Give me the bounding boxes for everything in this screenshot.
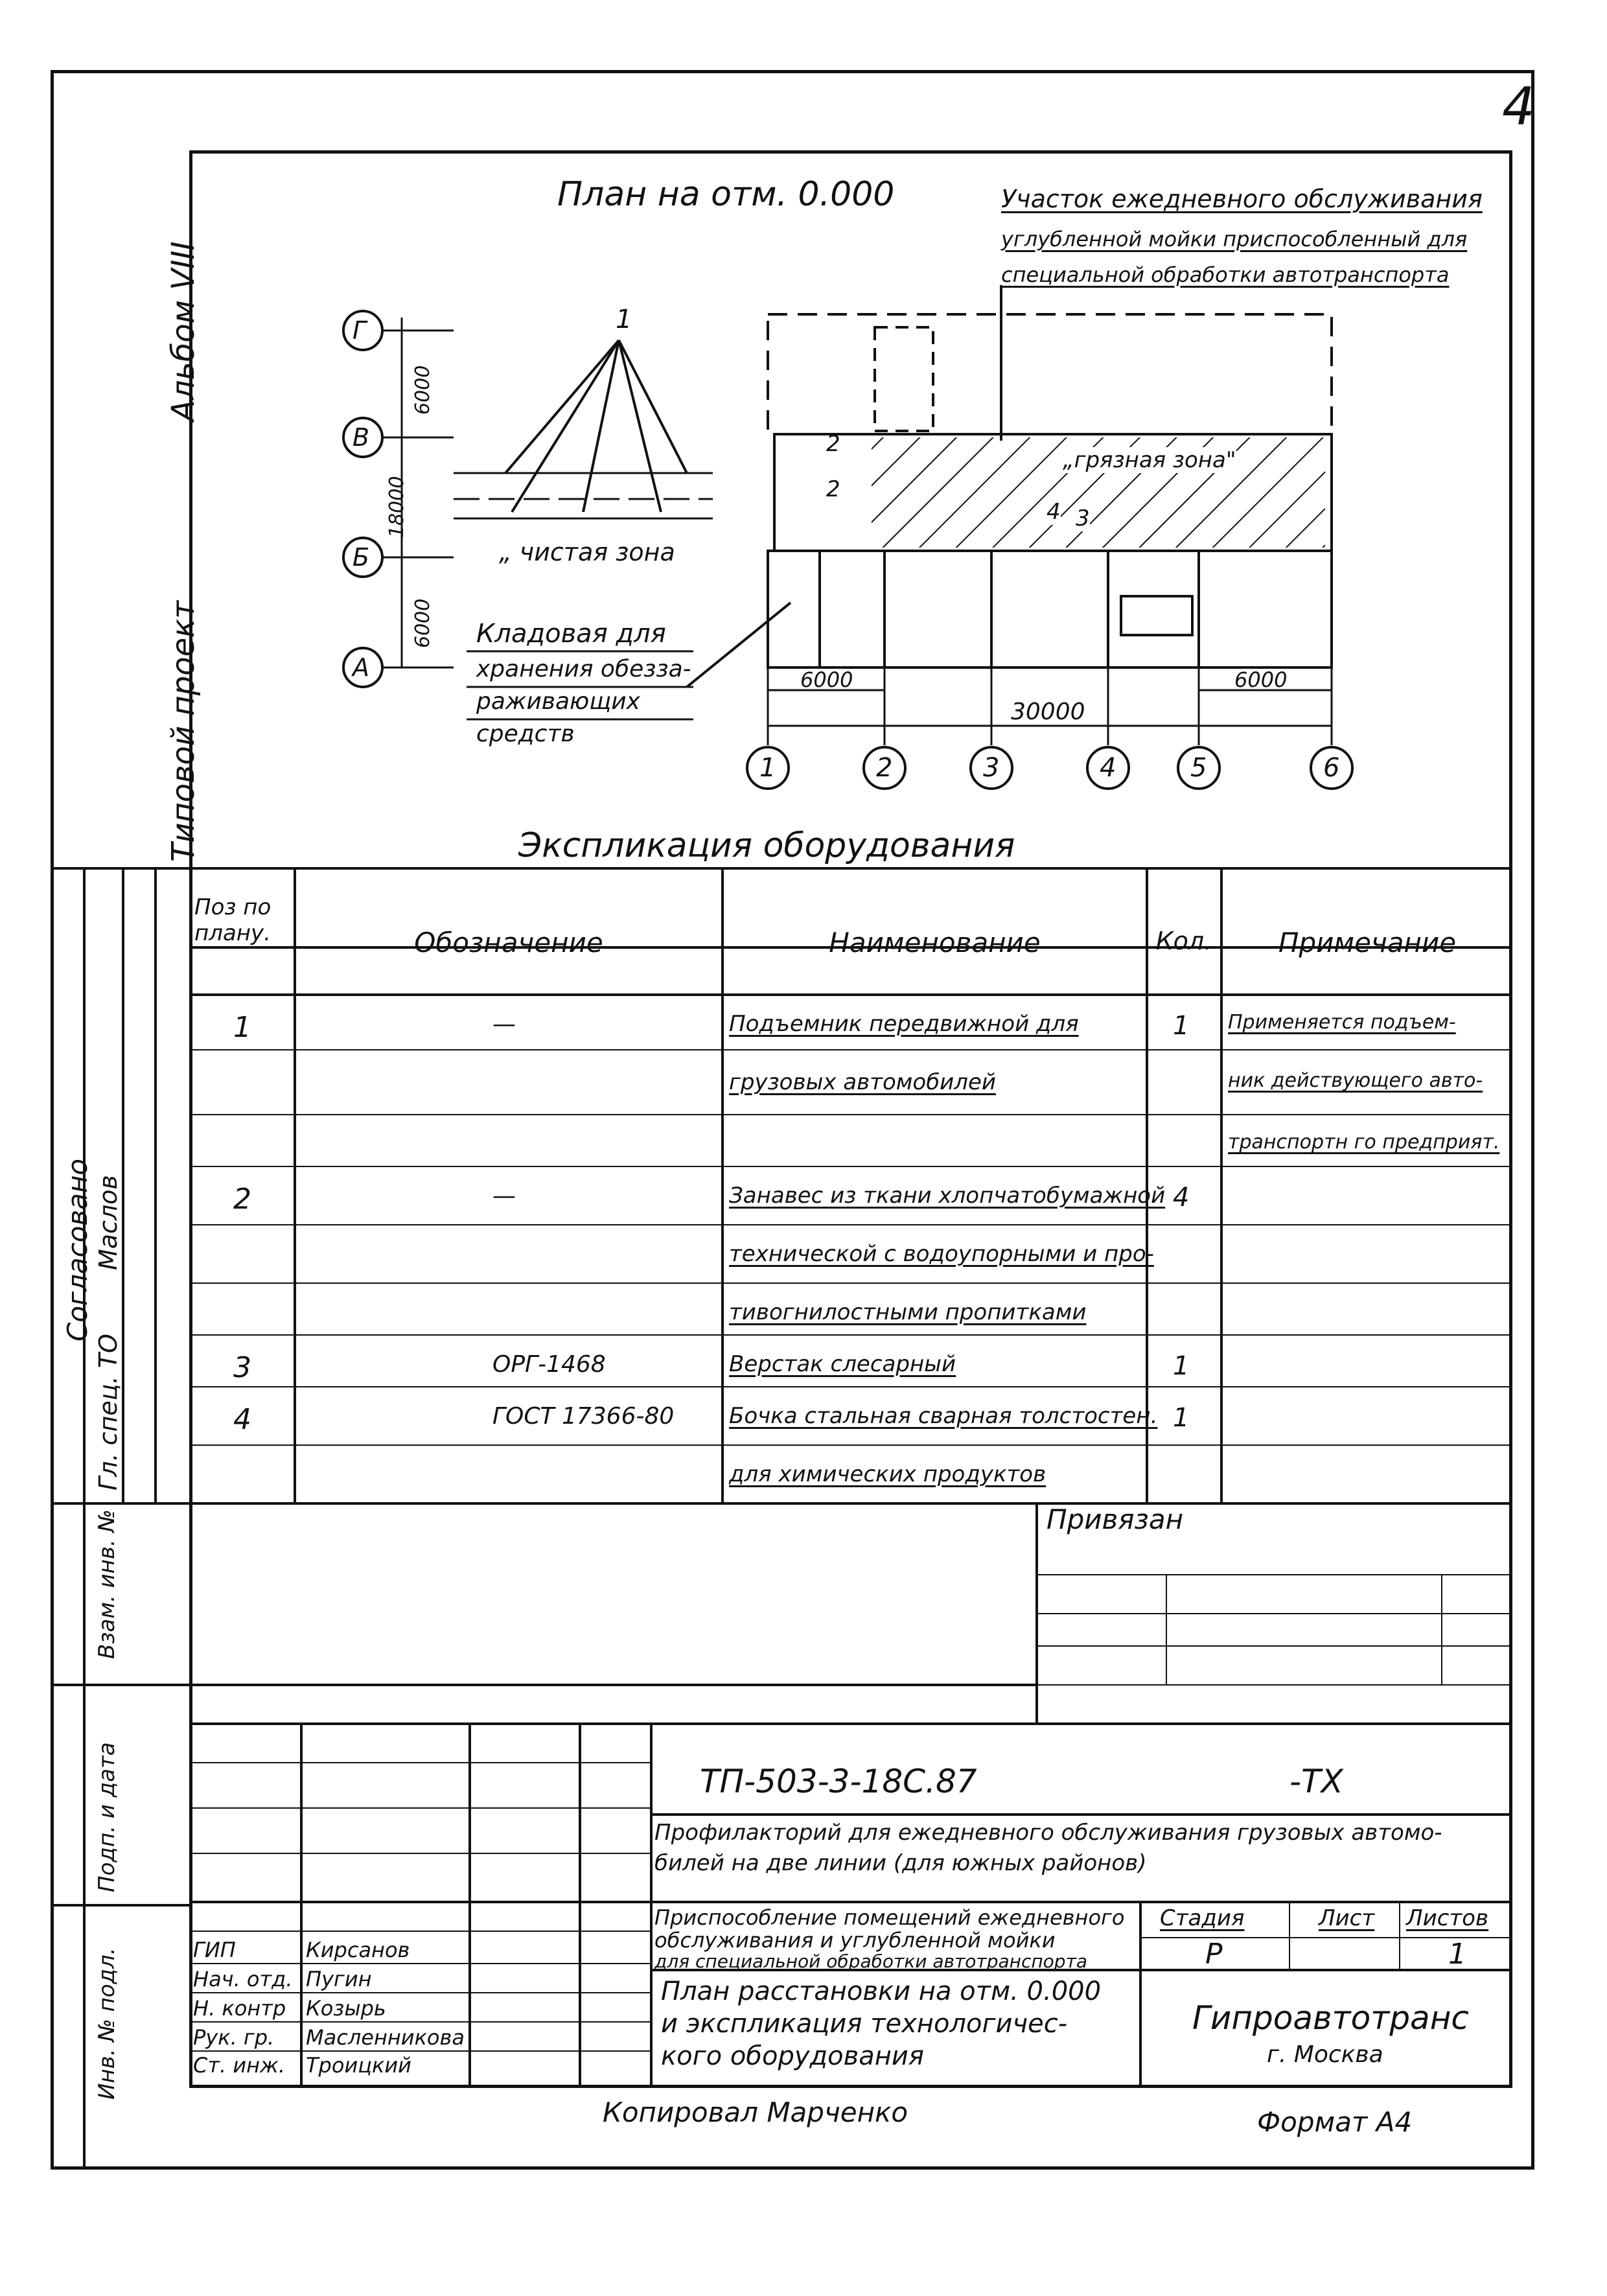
maslov-label: Маслов — [94, 1175, 122, 1270]
staff-name: Кирсанов — [306, 1938, 410, 1962]
axis-col-5: 5 — [1190, 753, 1207, 783]
chief-spec-label: Гл. спец. ТО — [94, 1334, 122, 1490]
explication-cell: тивогнилостными пропитками — [729, 1299, 1087, 1325]
dim-6000-bot: 6000 — [411, 598, 434, 648]
explication-cell: Бочка стальная сварная толстостен. — [729, 1403, 1158, 1429]
explication-cell: 1 — [233, 1011, 251, 1044]
explication-cell: 4 — [233, 1403, 251, 1436]
copied-by: Копировал Марченко — [603, 2096, 908, 2128]
mark-2a: 2 — [826, 431, 840, 457]
privyazan-label: Привязан — [1046, 1503, 1184, 1535]
staff-role: Ст. инж. — [193, 2053, 286, 2078]
stage-header: Стадия — [1160, 1905, 1245, 1931]
explication-cell: 1 — [1173, 1011, 1190, 1041]
staff-name: Пугин — [306, 1967, 372, 1991]
dim-30000: 30000 — [1011, 699, 1085, 725]
org-name: Гипроавтотранс — [1192, 1999, 1469, 2037]
plan-callout-3: специальной обработки автотранспорта — [1001, 262, 1450, 287]
mark-1: 1 — [616, 305, 632, 334]
doc-desc-1: Профилакторий для ежедневного обслуживания грузовых автомо- — [654, 1820, 1442, 1846]
plan-desc-2: и экспликация технологичес- — [661, 2009, 1068, 2039]
sheets-header: Листов — [1406, 1905, 1489, 1931]
storage-label-1: Кладовая для — [476, 619, 666, 649]
sub-1: Приспособление помещений ежедневного — [654, 1905, 1125, 1930]
explication-cell: Верстак слесарный — [729, 1351, 956, 1377]
explication-cell: 2 — [233, 1183, 251, 1216]
sheets-value: 1 — [1448, 1938, 1466, 1971]
mark-3: 3 — [1076, 505, 1090, 531]
staff-name: Троицкий — [306, 2053, 411, 2078]
mark-2b: 2 — [826, 476, 840, 502]
axis-row-b: Б — [353, 543, 370, 572]
explication-cell: 4 — [1173, 1183, 1190, 1212]
staff-role: ГИП — [193, 1938, 236, 1962]
doc-code: ТП-503-3-18С.87 — [700, 1763, 977, 1800]
explication-cell: грузовых автомобилей — [729, 1069, 997, 1095]
axis-row-g: Г — [353, 316, 367, 345]
axis-col-6: 6 — [1323, 753, 1340, 783]
plan-callout-1: Участок ежедневного обслуживания — [1001, 185, 1483, 213]
storage-label-2: хранения обезза- — [476, 656, 691, 682]
plan-desc-1: План расстановки на отм. 0.000 — [661, 1977, 1102, 2006]
org-city: г. Москва — [1267, 2041, 1383, 2068]
explication-cell: технической с водоупорными и про- — [729, 1241, 1154, 1267]
staff-name: Козырь — [306, 1996, 386, 2021]
staff-role: Н. контр — [193, 1996, 286, 2021]
staff-role: Нач. отд. — [193, 1967, 293, 1991]
explication-cell: ГОСТ 17366-80 — [492, 1403, 675, 1430]
dirty-zone-label: „грязная зона" — [1063, 447, 1236, 473]
plan-callout-2: углубленной мойки приспособленный для — [1001, 227, 1468, 251]
explication-cell: ОРГ-1468 — [492, 1351, 606, 1378]
sheet-header: Лист — [1319, 1905, 1375, 1931]
staff-name: Масленникова — [306, 2025, 465, 2050]
axis-row-v: В — [353, 423, 370, 452]
mark-4: 4 — [1046, 499, 1061, 525]
sub-3: для специальной обработки автотранспорта — [654, 1951, 1088, 1972]
plan-title: План на отм. 0.000 — [557, 175, 895, 214]
explication-cell: — — [492, 1011, 516, 1038]
axis-col-3: 3 — [983, 753, 1000, 783]
staff-role: Рук. гр. — [193, 2025, 275, 2050]
axis-col-4: 4 — [1100, 753, 1116, 783]
album-label: Альбом VIII — [165, 241, 202, 421]
axis-col-1: 1 — [759, 753, 776, 783]
axis-row-a: А — [353, 653, 369, 682]
dim-6000-top: 6000 — [411, 365, 434, 415]
explication-cell: Подъемник передвижной для — [729, 1011, 1079, 1037]
explication-title: Экспликация оборудования — [518, 826, 1015, 865]
col-designation-header: Обозначение — [414, 927, 603, 958]
explication-cell: Занавес из ткани хлопчатобумажной — [729, 1183, 1166, 1209]
project-type-label: Типовой проект — [165, 600, 202, 862]
podp-data-label: Подп. и дата — [94, 1742, 120, 1892]
stage-value: Р — [1205, 1938, 1223, 1971]
explication-cell: транспортн го предприят. — [1228, 1131, 1500, 1154]
explication-cell: Применяется подъем- — [1228, 1011, 1456, 1034]
explication-cell: 1 — [1173, 1351, 1190, 1381]
doc-suffix: -ТХ — [1289, 1763, 1343, 1800]
explication-cell: — — [492, 1183, 516, 1209]
dim-18000: 18000 — [386, 476, 408, 538]
page-number: 4 — [1502, 76, 1535, 137]
col-qty-header: Кол. — [1155, 927, 1212, 955]
storage-label-3: раживающих — [476, 688, 640, 715]
vzam-inv-label: Взам. инв. № — [94, 1509, 120, 1659]
sub-2: обслуживания и углубленной мойки — [654, 1928, 1056, 1953]
clean-zone-label: „ чистая зона — [499, 538, 675, 566]
storage-label-4: средств — [476, 721, 575, 747]
col-pos-header: Поз по плану. — [194, 894, 272, 946]
col-name-header: Наименование — [829, 927, 1041, 958]
col-note-header: Примечание — [1278, 927, 1457, 958]
axis-col-2: 2 — [876, 753, 893, 783]
plan-desc-3: кого оборудования — [661, 2041, 924, 2071]
dim-6000-left: 6000 — [800, 667, 853, 692]
format-label: Формат А4 — [1257, 2106, 1413, 2138]
explication-cell: ник действующего авто- — [1228, 1069, 1483, 1092]
agreed-label: Согласовано — [62, 1158, 93, 1341]
explication-cell: 3 — [233, 1351, 251, 1384]
doc-desc-2: билей на две линии (для южных районов) — [654, 1850, 1147, 1876]
dim-6000-right: 6000 — [1234, 667, 1288, 692]
inv-podl-label: Инв. № подл. — [94, 1947, 120, 2100]
explication-cell: для химических продуктов — [729, 1461, 1046, 1487]
explication-cell: 1 — [1173, 1403, 1190, 1433]
